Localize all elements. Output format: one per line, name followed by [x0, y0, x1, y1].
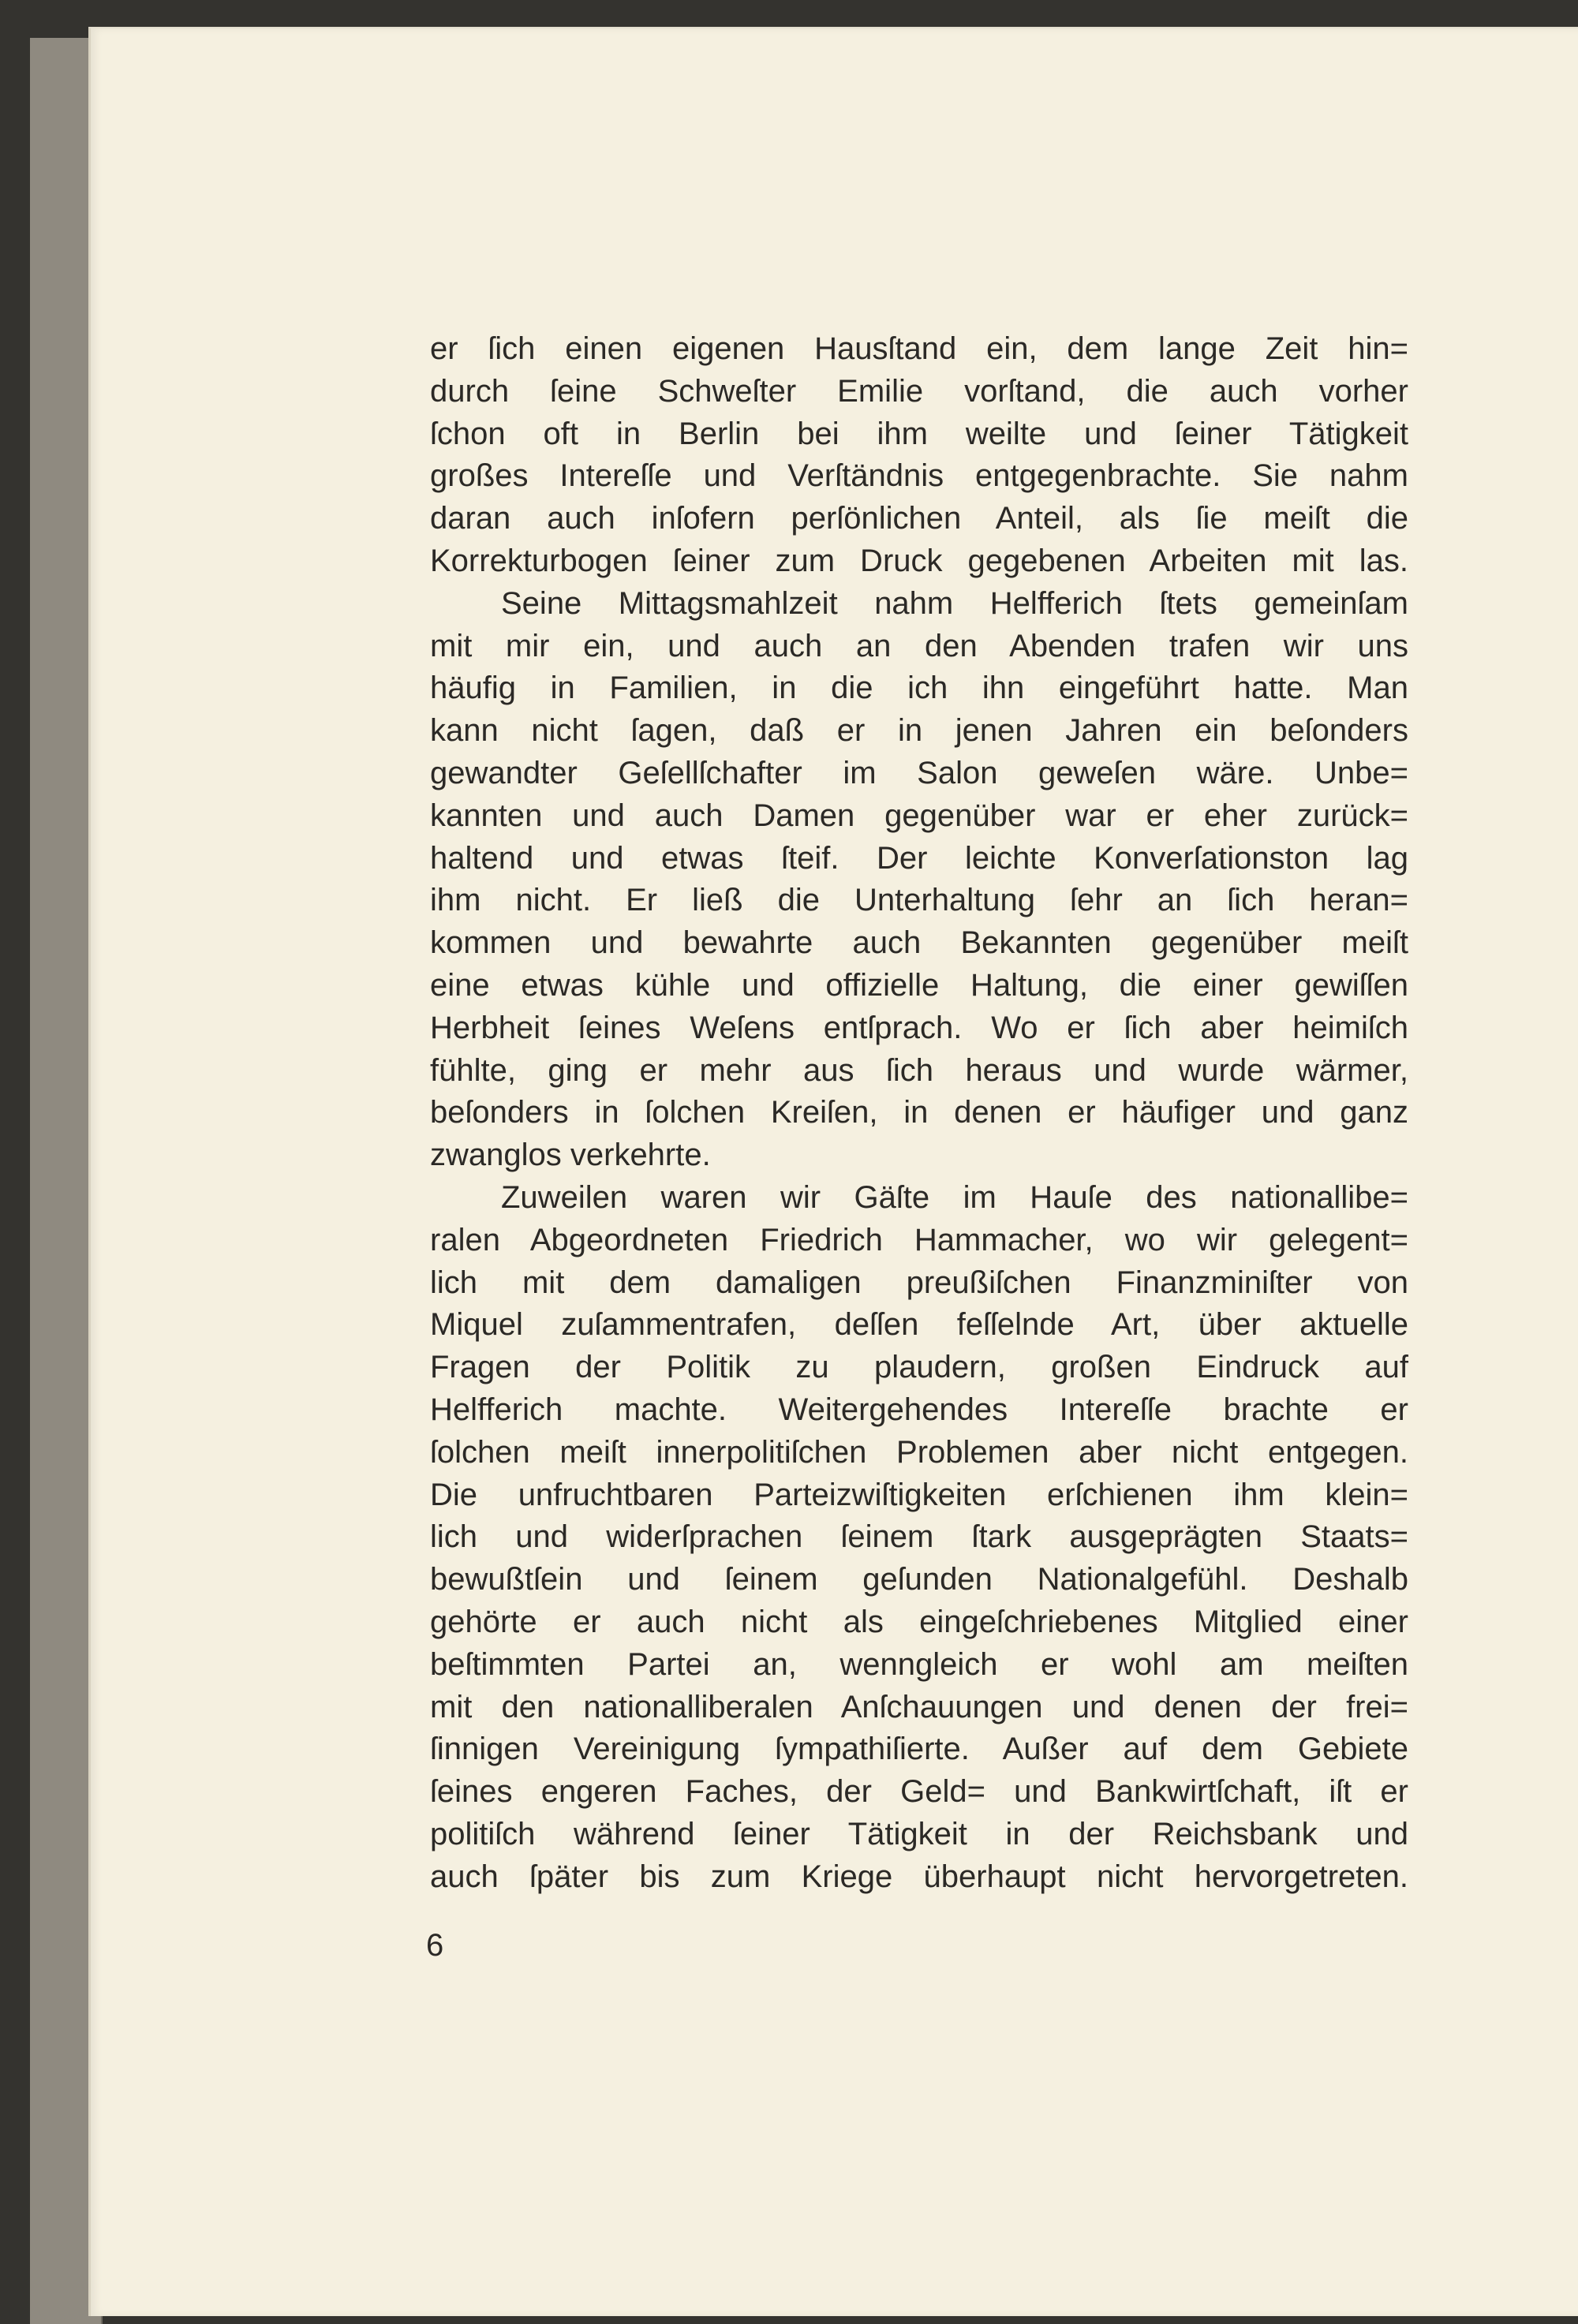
text-line: haltend und etwas ſteif. Der leichte Konverſationston lag [430, 840, 1408, 876]
text-line: großes Intereſſe und Verſtändnis entgegenbrachte. Sie nahm [430, 458, 1408, 494]
text-line: daran auch inſofern perſönlichen Anteil, als ſie meiſt die [430, 501, 1408, 536]
text-line: mit mir ein, und auch an den Abenden trafen wir uns [430, 628, 1408, 663]
text-line: kann nicht ſagen, daß er in jenen Jahren ein beſonders [430, 713, 1408, 749]
text-line: durch ſeine Schweſter Emilie vorſtand, die auch vorher [430, 373, 1408, 409]
text-line: ſchon oft in Berlin bei ihm weilte und ſeiner Tätigkeit [430, 416, 1408, 451]
page-number: 6 [426, 1928, 444, 1963]
text-line: ſolchen meiſt innerpolitiſchen Problemen aber nicht entgegen. [430, 1434, 1408, 1470]
text-line: Fragen der Politik zu plaudern, großen Eindruck auf [430, 1350, 1408, 1385]
text-line: zwanglos verkehrte. [430, 1138, 711, 1173]
text-line: mit den nationalliberalen Anſchauungen und denen der frei= [430, 1689, 1408, 1724]
text-line: beſonders in ſolchen Kreiſen, in denen er häufiger und ganz [430, 1095, 1408, 1130]
text-line: politiſch während ſeiner Tätigkeit in der Reichsbank und [430, 1816, 1408, 1851]
text-line: lich mit dem damaligen preußiſchen Finanzminiſter von [430, 1265, 1408, 1300]
text-line: beſtimmten Partei an, wenngleich er wohl am meiſten [430, 1646, 1408, 1682]
text-line: häufig in Familien, in die ich ihn eingeführt hatte. Man [430, 671, 1408, 706]
text-line: ihm nicht. Er ließ die Unterhaltung ſehr an ſich heran= [430, 883, 1408, 918]
text-line: Korrekturbogen ſeiner zum Druck gegebenen Arbeiten mit las. [430, 543, 1408, 578]
text-line: auch ſpäter bis zum Kriege überhaupt nicht hervorgetreten. [430, 1859, 1408, 1894]
text-line: Helfferich machte. Weitergehendes Intereſſe brachte er [430, 1392, 1408, 1427]
text-line: kommen und bewahrte auch Bekannten gegenüber meiſt [430, 925, 1408, 961]
text-line: gehörte er auch nicht als eingeſchriebenes Mitglied einer [430, 1604, 1408, 1639]
text-line: ſeines engeren Faches, der Geld= und Bankwirtſchaft, iſt er [430, 1774, 1408, 1810]
text-line: ralen Abgeordneten Friedrich Hammacher, wo wir gelegent= [430, 1222, 1408, 1257]
text-line: er ſich einen eigenen Hausſtand ein, dem lange Zeit hin= [430, 331, 1408, 366]
text-line: gewandter Geſellſchafter im Salon geweſen wäre. Unbe= [430, 755, 1408, 790]
text-line: Zuweilen waren wir Gäſte im Hauſe des nationallibe= [501, 1179, 1408, 1215]
text-line: Herbheit ſeines Weſens entſprach. Wo er ſich aber heimiſch [430, 1010, 1408, 1045]
text-line: bewußtſein und ſeinem geſunden Nationalgefühl. Deshalb [430, 1562, 1408, 1597]
text-line: kannten und auch Damen gegenüber war er eher zurück= [430, 798, 1408, 833]
text-line: lich und widerſprachen ſeinem ſtark ausgeprägten Staats= [430, 1519, 1408, 1555]
text-line: ſinnigen Vereinigung ſympathiſierte. Außer auf dem Gebiete [430, 1732, 1408, 1767]
text-line: Die unfruchtbaren Parteizwiſtigkeiten erſchienen ihm klein= [430, 1477, 1408, 1512]
text-line: eine etwas kühle und offizielle Haltung, die einer gewiſſen [430, 967, 1408, 1003]
text-line: Seine Mittagsmahlzeit nahm Helfferich ſtets gemeinſam [501, 585, 1408, 621]
text-line: Miquel zuſammentrafen, deſſen feſſelnde Art, über aktuelle [430, 1307, 1408, 1343]
text-line: fühlte, ging er mehr aus ſich heraus und wurde wärmer, [430, 1052, 1408, 1088]
body-text [430, 328, 1408, 1898]
